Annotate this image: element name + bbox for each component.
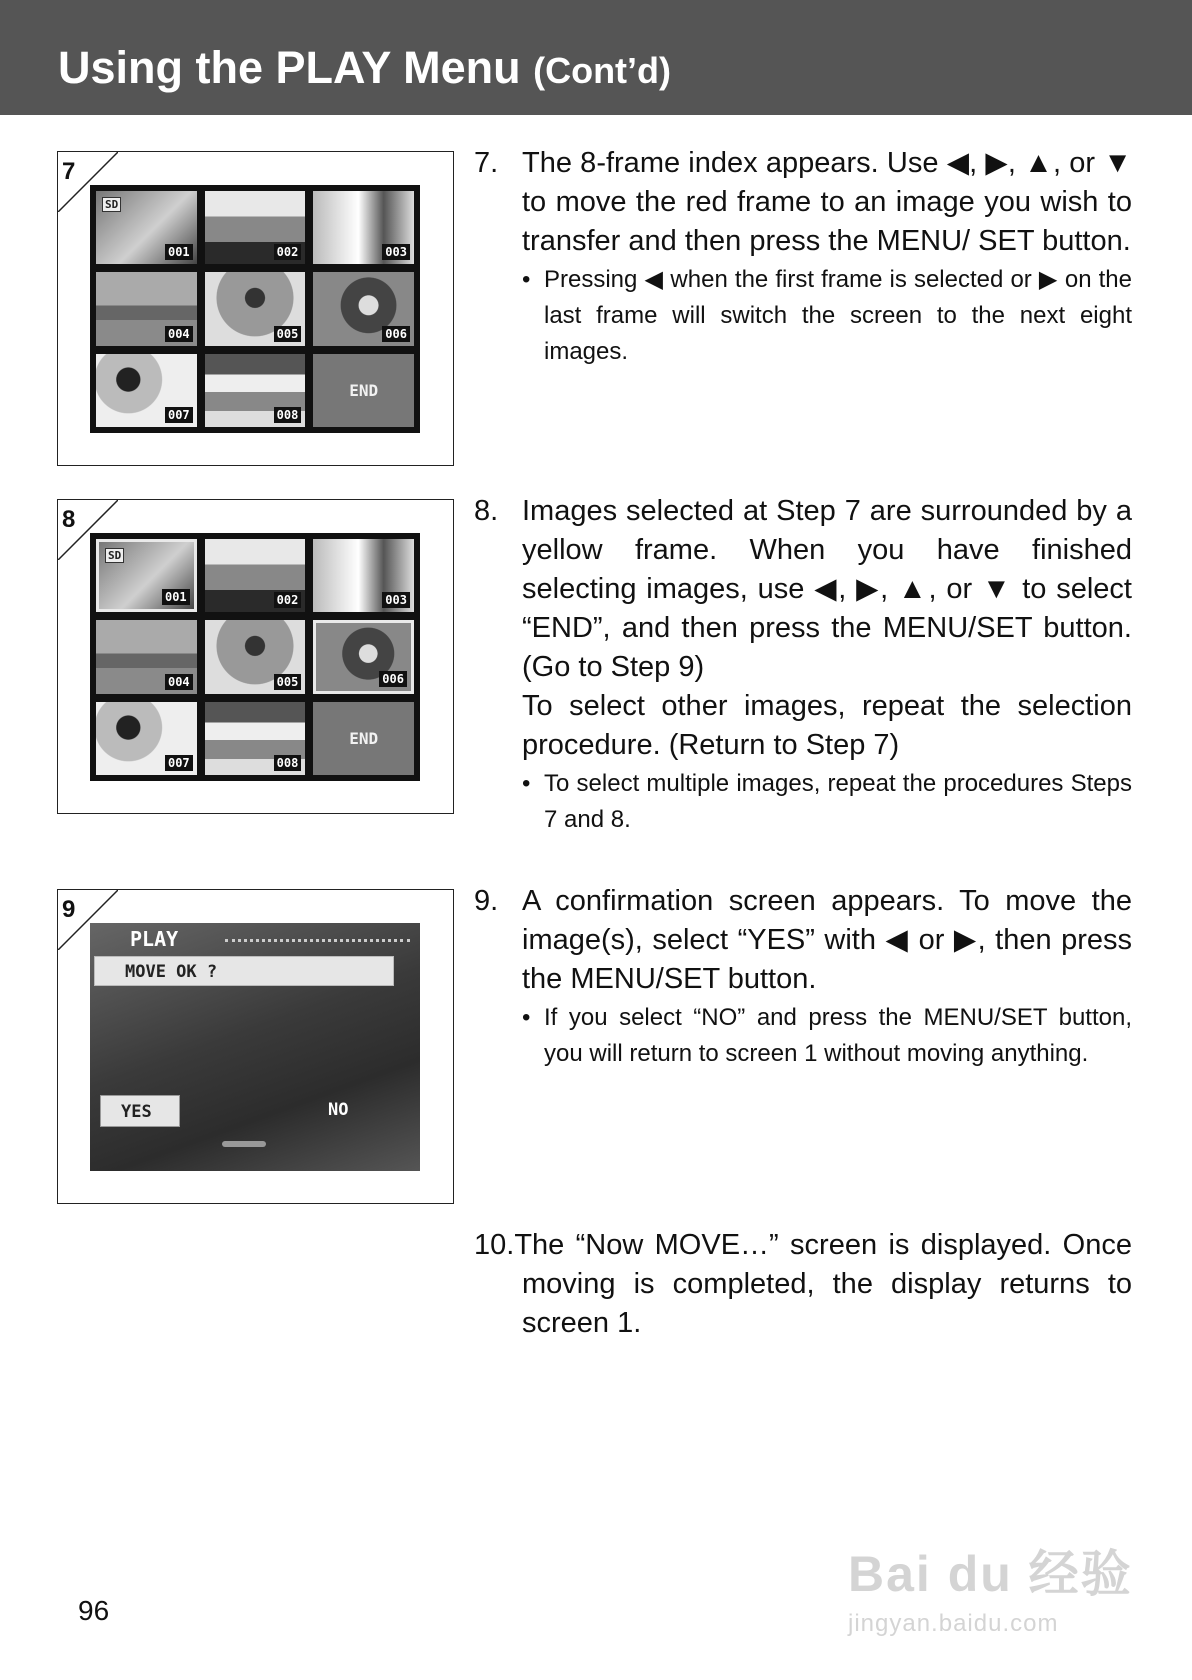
thumbnail-005 — [205, 620, 306, 693]
step-8 — [474, 492, 1132, 838]
thumbnail-008 — [205, 702, 306, 775]
watermark-logo — [848, 1534, 1133, 1638]
end-label: END — [349, 728, 379, 748]
step-9 — [474, 882, 1132, 1072]
thumbnail-007 — [96, 702, 197, 775]
yes-button: YES — [100, 1095, 180, 1127]
sd-card-icon: SD — [105, 548, 124, 563]
bullet-icon: • — [522, 1004, 531, 1031]
thumbnail-004 — [96, 620, 197, 693]
end-tile — [313, 702, 414, 775]
thumbnail-005 — [205, 272, 306, 345]
page-title-suffix: (Cont’d) — [533, 50, 672, 91]
confirm-message: MOVE OK ? — [94, 956, 394, 986]
step-text — [474, 1226, 1132, 1343]
frame-number: 007 — [165, 755, 193, 771]
frame-number: 004 — [165, 674, 193, 690]
frame-number: 005 — [274, 326, 302, 342]
step-description: The 8-frame index appears. Use ◀, ▶, ▲, or ▼ to move the red frame to an image you wish to transfer and then press the MENU/ SET button. — [522, 147, 1132, 257]
step-label: 8 — [62, 506, 76, 533]
step-note-text: Pressing ◀ when the first frame is selected or ▶ on the last frame will switch the screen to the next eight images. — [544, 266, 1132, 365]
index-grid — [96, 539, 414, 775]
frame-number: 008 — [274, 407, 302, 423]
sd-card-icon: SD — [102, 197, 121, 212]
no-button: NO — [328, 1100, 349, 1120]
step-10 — [474, 1226, 1132, 1343]
lcd-screen — [90, 185, 420, 433]
step-7 — [474, 144, 1132, 370]
frame-number: 003 — [382, 244, 410, 260]
screen-illustration-8 — [57, 499, 454, 814]
step-description: Images selected at Step 7 are surrounded by a yellow frame. When you have finished selecting images, use ◀, ▶, ▲, or ▼ to select “END”, and then press the MENU/SET button. (Go to Step 9) — [522, 495, 1132, 683]
thumbnail-007 — [96, 354, 197, 427]
watermark-brand: Bai du 经验 — [848, 1546, 1133, 1602]
thumbnail-001-selected — [96, 539, 197, 612]
step-number: 9. — [474, 885, 499, 917]
step-note-text: If you select “NO” and press the MENU/SET button, you will return to screen 1 without moving anything. — [544, 1004, 1132, 1067]
title-divider — [225, 939, 410, 942]
screen-illustration-7 — [57, 151, 454, 466]
end-label: END — [349, 380, 379, 400]
frame-number: 005 — [274, 674, 302, 690]
step-number: 8. — [474, 495, 499, 527]
thumbnail-008 — [205, 354, 306, 427]
step-text — [474, 492, 1132, 765]
step-note — [474, 262, 1132, 370]
page-number: 96 — [78, 1595, 110, 1626]
thumbnail-002 — [205, 539, 306, 612]
frame-number: 004 — [165, 326, 193, 342]
step-note — [474, 766, 1132, 838]
step-note — [474, 1000, 1132, 1072]
step-description: A confirmation screen appears. To move the image(s), select “YES” with ◀ or ▶, then press the MENU/SET button. — [522, 885, 1132, 995]
frame-number: 003 — [382, 592, 410, 608]
watermark-url: jingyan.baidu.com — [848, 1610, 1059, 1637]
index-grid — [96, 191, 414, 427]
play-menu-title: PLAY — [130, 927, 179, 951]
thumbnail-002 — [205, 191, 306, 264]
step-text — [474, 144, 1132, 261]
step-note-text: To select multiple images, repeat the procedures Steps 7 and 8. — [544, 770, 1132, 833]
thumbnail-001 — [96, 191, 197, 264]
thumbnail-003 — [313, 539, 414, 612]
step-label: 9 — [62, 896, 76, 923]
thumbnail-004 — [96, 272, 197, 345]
frame-number: 002 — [274, 244, 302, 260]
step-number: 7. — [474, 147, 499, 179]
step-description: 10.The “Now MOVE…” screen is displayed. Once moving is completed, the display returns to screen 1. — [474, 1229, 1132, 1339]
frame-number: 001 — [162, 589, 190, 605]
thumbnail-006 — [313, 272, 414, 345]
frame-number: 006 — [379, 671, 407, 687]
frame-number: 001 — [165, 244, 193, 260]
step-text — [474, 882, 1132, 999]
bullet-icon: • — [522, 770, 531, 797]
thumbnail-006-selected — [313, 620, 414, 693]
step-description-2: To select other images, repeat the selection procedure. (Return to Step 7) — [522, 690, 1132, 761]
frame-number: 002 — [274, 592, 302, 608]
step-label: 7 — [62, 158, 76, 185]
frame-number: 006 — [382, 326, 410, 342]
arrow-indicator-icon — [222, 1141, 266, 1147]
frame-number: 007 — [165, 407, 193, 423]
header-bar — [0, 0, 1192, 115]
screen-illustration-9 — [57, 889, 454, 1204]
lcd-screen — [90, 923, 420, 1171]
bullet-icon: • — [522, 266, 531, 293]
thumbnail-003 — [313, 191, 414, 264]
end-tile — [313, 354, 414, 427]
lcd-screen — [90, 533, 420, 781]
page-title: Using the PLAY Menu (Cont’d) — [58, 42, 672, 93]
frame-number: 008 — [274, 755, 302, 771]
